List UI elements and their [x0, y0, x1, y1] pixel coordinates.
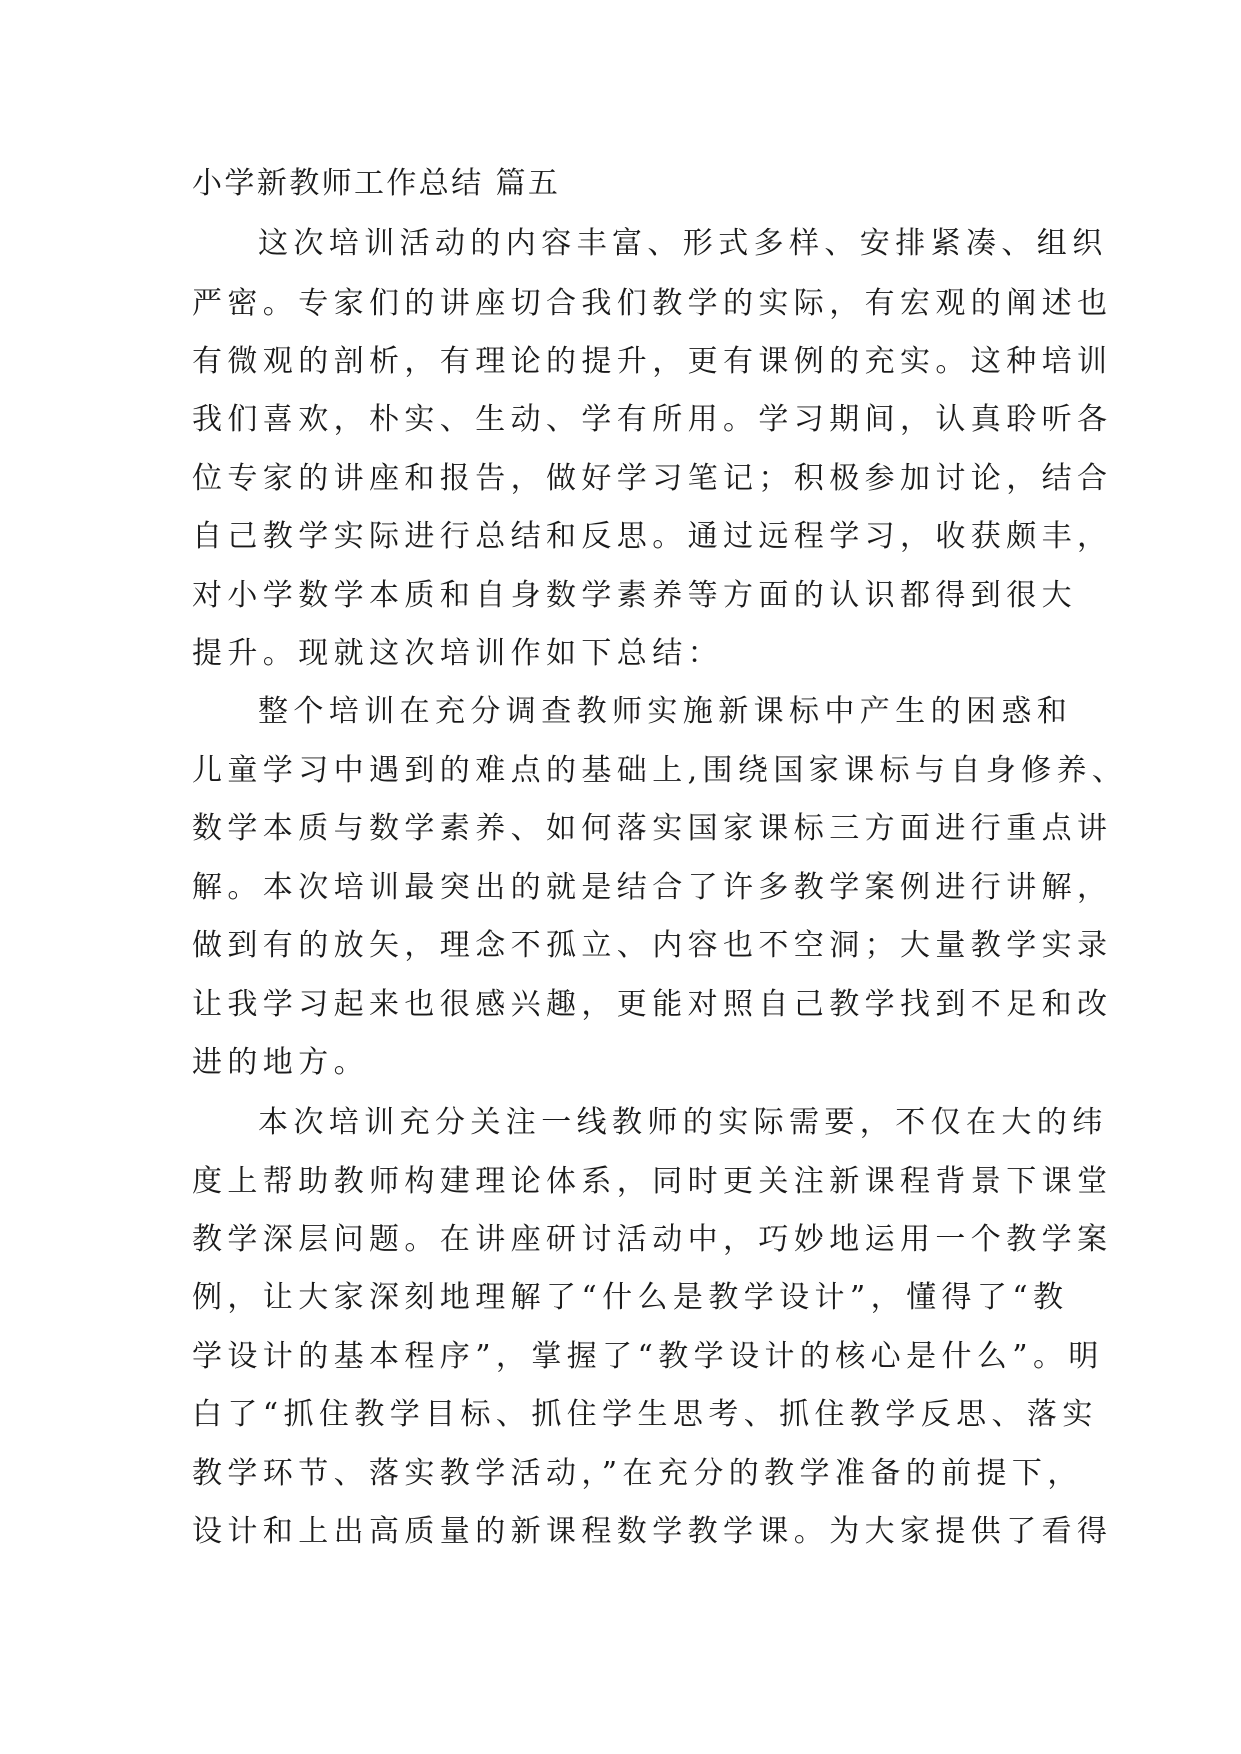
paragraph-line: 教学深层问题。在讲座研讨活动中，巧妙地运用一个教学案	[192, 1222, 1113, 1257]
paragraph-line: 提升。现就这次培训作如下总结：	[192, 636, 723, 671]
paragraph-line: 对小学数学本质和自身数学素养等方面的认识都得到很大	[192, 578, 1077, 613]
paragraph-line: 白了“抓住教学目标、抓住学生思考、抓住教学反思、落实	[192, 1397, 1098, 1432]
paragraph-line: 例，让大家深刻地理解了“什么是教学设计”，懂得了“教	[192, 1280, 1069, 1315]
paragraph-line: 儿童学习中遇到的难点的基础上,围绕国家课标与自身修养、	[192, 753, 1128, 788]
paragraph-line: 我们喜欢，朴实、生动、学有所用。学习期间，认真聆听各	[192, 402, 1113, 437]
paragraph-line: 解。本次培训最突出的就是结合了许多教学案例进行讲解，	[192, 870, 1113, 905]
paragraph-line: 让我学习起来也很感兴趣，更能对照自己教学找到不足和改	[192, 987, 1113, 1022]
paragraph-line: 做到有的放矢，理念不孤立、内容也不空洞；大量教学实录	[192, 928, 1113, 963]
paragraph-line: 本次培训充分关注一线教师的实际需要，不仅在大的纬	[258, 1105, 1108, 1140]
paragraph-line: 教学环节、落实教学活动，”在充分的教学准备的前提下，	[192, 1456, 1083, 1491]
paragraph-line: 严密。专家们的讲座切合我们教学的实际，有宏观的阐述也	[192, 286, 1113, 321]
paragraph-line: 自己教学实际进行总结和反思。通过远程学习，收获颇丰，	[192, 519, 1113, 554]
paragraph-line: 有微观的剖析，有理论的提升，更有课例的充实。这种培训	[192, 344, 1113, 379]
paragraph-line: 设计和上出高质量的新课程数学教学课。为大家提供了看得	[192, 1514, 1113, 1549]
paragraph-line: 整个培训在充分调查教师实施新课标中产生的困惑和	[258, 694, 1073, 729]
paragraph-line: 学设计的基本程序”，掌握了“教学设计的核心是什么”。明	[192, 1339, 1104, 1374]
paragraph-line: 度上帮助教师构建理论体系，同时更关注新课程背景下课堂	[192, 1164, 1113, 1199]
paragraph-line: 这次培训活动的内容丰富、形式多样、安排紧凑、组织	[258, 226, 1108, 261]
document-title: 小学新教师工作总结 篇五	[192, 166, 561, 201]
paragraph-line: 位专家的讲座和报告，做好学习笔记；积极参加讨论，结合	[192, 461, 1113, 496]
paragraph-line: 进的地方。	[192, 1045, 369, 1080]
paragraph-line: 数学本质与数学素养、如何落实国家课标三方面进行重点讲	[192, 811, 1113, 846]
